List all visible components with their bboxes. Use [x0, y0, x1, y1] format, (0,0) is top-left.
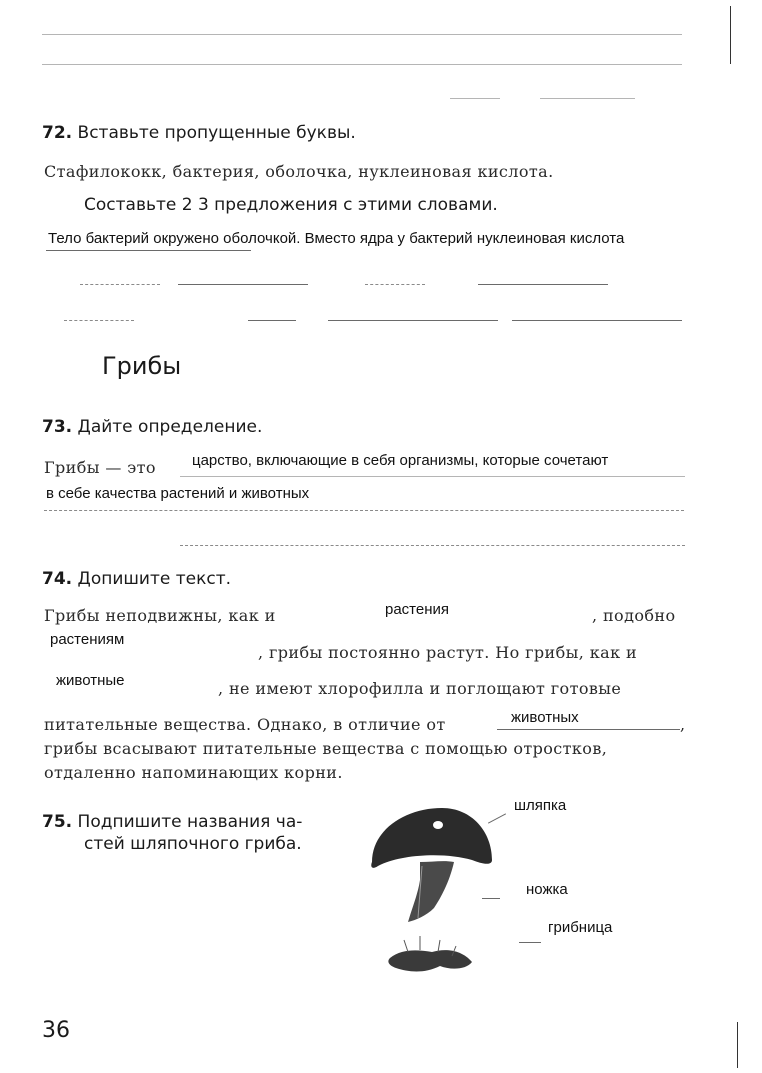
answer-line — [328, 320, 498, 321]
task-72-instruction: Составьте 2 3 предложения с этими словами. — [84, 195, 498, 215]
task-74-heading — [42, 569, 231, 589]
label-line — [482, 898, 500, 899]
task-73-answer-line-2: в себе качества растений и животных — [46, 485, 310, 502]
task-number: 74. — [42, 569, 73, 589]
label-line — [519, 942, 541, 943]
task-74-line-6: отдаленно напоминающих корни. — [44, 763, 343, 782]
task-74-blank-3: животные — [56, 672, 125, 689]
task-74-line-1-end: , подобно — [592, 606, 676, 625]
task-75-heading — [42, 812, 302, 832]
answer-line — [178, 284, 308, 285]
section-heading: Грибы — [102, 352, 182, 380]
answer-line — [248, 320, 296, 321]
mycelium — [388, 950, 472, 971]
task-74-line-1: Грибы неподвижны, как и — [44, 606, 276, 625]
mushroom-cap — [371, 808, 492, 868]
task-72-answer: Тело бактерий окружено оболочкой. Вместо ядра у бактерий нуклеиновая кислота — [48, 230, 625, 247]
margin-mark — [730, 6, 731, 64]
task-74-line-4: питательные вещества. Однако, в отличие от — [44, 715, 446, 734]
margin-mark — [737, 1022, 738, 1068]
answer-line — [180, 545, 685, 546]
task-title: Вставьте пропущенные буквы. — [77, 123, 356, 143]
mushroom-illustration — [360, 800, 510, 985]
answer-line — [42, 34, 682, 35]
cap-spot — [433, 821, 443, 829]
answer-line — [42, 64, 682, 65]
task-72-heading — [42, 123, 356, 143]
page-number: 36 — [42, 1018, 70, 1043]
answer-line — [64, 320, 134, 321]
task-title: Дайте определение. — [77, 417, 263, 437]
label-mycelium: грибница — [548, 919, 613, 936]
task-73-prompt: Грибы — это — [44, 458, 156, 477]
mushroom-stem — [408, 861, 454, 922]
task-number: 73. — [42, 417, 73, 437]
label-cap: шляпка — [514, 797, 567, 814]
label-stem: ножка — [526, 881, 568, 898]
answer-line — [44, 510, 684, 511]
answer-line — [540, 98, 635, 99]
task-73-answer-line-1: царство, включающие в себя организмы, которые сочетают — [192, 452, 609, 469]
task-74-line-4-end: , — [680, 715, 686, 734]
task-number: 72. — [42, 123, 73, 143]
answer-line — [180, 476, 685, 477]
task-title: Допишите текст. — [77, 569, 232, 589]
task-title: Подпишите названия ча- — [77, 812, 303, 832]
task-72-words: Стафилококк, бактерия, оболочка, нуклеиновая кислота. — [44, 162, 554, 181]
answer-line — [512, 320, 682, 321]
answer-line — [46, 250, 251, 251]
task-number: 75. — [42, 812, 73, 832]
task-75-title-line-2: стей шляпочного гриба. — [84, 834, 302, 854]
task-74-line-5: грибы всасывают питательные вещества с помощью отростков, — [44, 739, 608, 758]
task-74-line-3-end: , не имеют хлорофилла и поглощают готовые — [218, 679, 622, 698]
task-74-blank-1: растения — [385, 601, 450, 618]
task-74-line-2-end: , грибы постоянно растут. Но грибы, как и — [258, 643, 638, 662]
answer-line — [450, 98, 500, 99]
task-74-blank-4: животных — [511, 709, 579, 726]
answer-line — [365, 284, 425, 285]
task-74-blank-2: растениям — [50, 631, 125, 648]
task-73-heading — [42, 417, 262, 437]
answer-line — [80, 284, 160, 285]
answer-line — [478, 284, 608, 285]
answer-line — [497, 729, 680, 730]
